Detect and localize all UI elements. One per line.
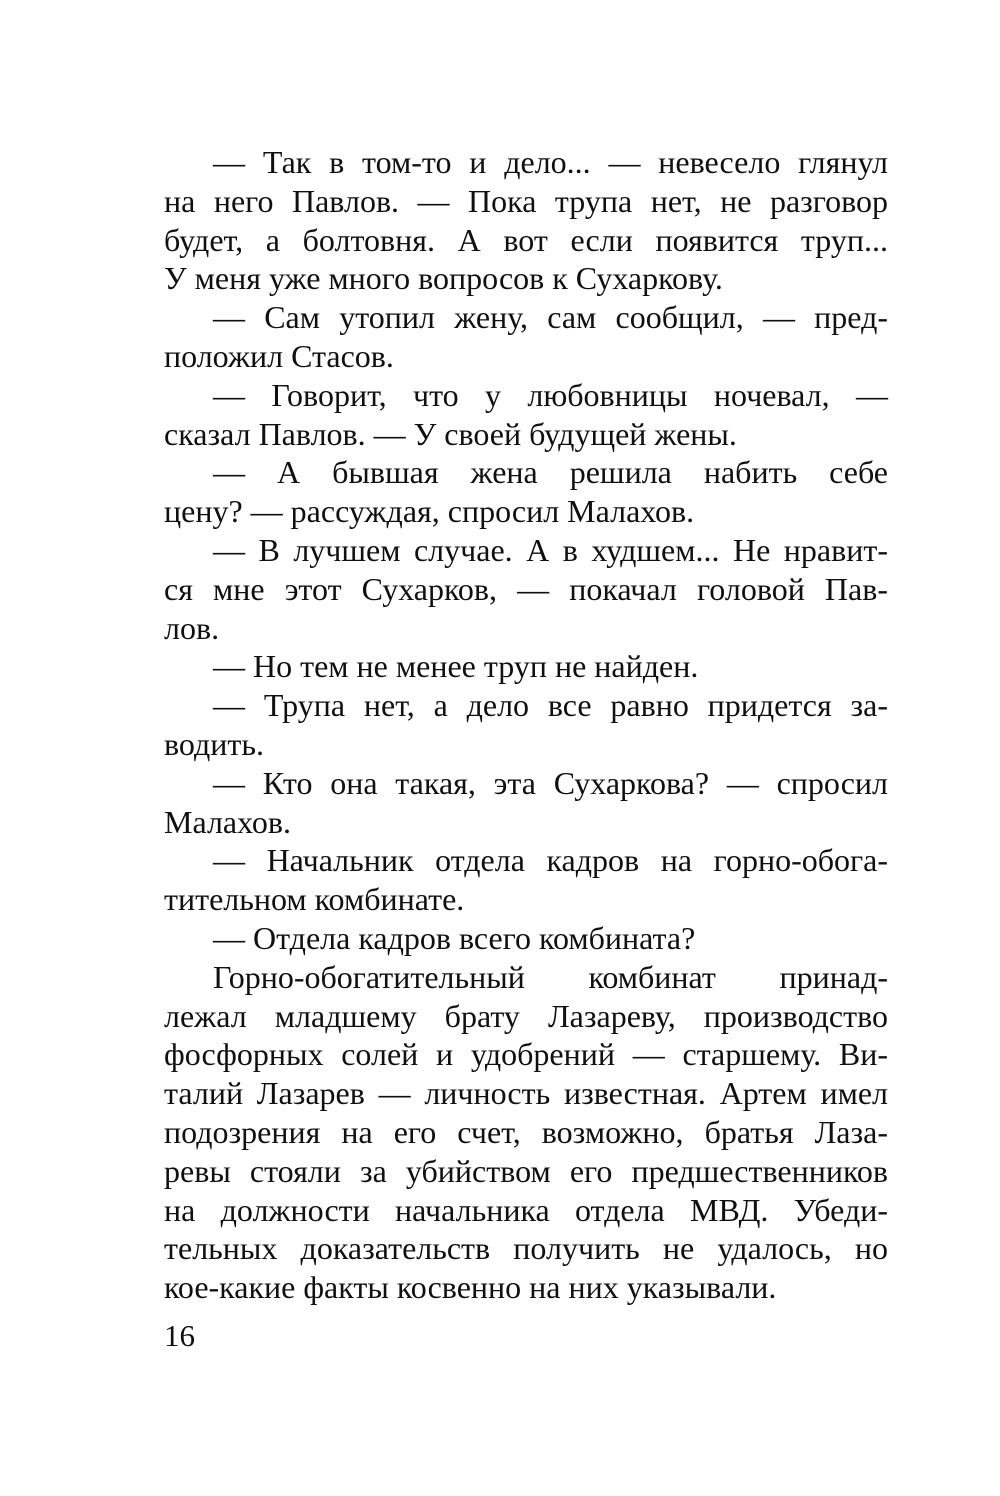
paragraph (164, 531, 888, 647)
paragraph (164, 841, 888, 919)
text-line: — Кто она такая, эта Сухаркова? — спросил (213, 764, 888, 801)
paragraph (164, 647, 888, 686)
text-line: — Сам утопил жену, сам сообщил, — пред- (213, 299, 888, 336)
text-line: кое-какие факты косвенно на них указывали. (164, 1269, 777, 1306)
text-line: тительном комбинате. (164, 881, 465, 918)
paragraph (164, 143, 888, 298)
page-number: 16 (164, 1318, 195, 1353)
text-line: лов. (164, 609, 220, 646)
text-line: Горно-обогатительный комбинат принад- (213, 958, 888, 995)
text-line: талий Лазарев — личность известная. Артем имел (164, 1075, 888, 1112)
paragraph (164, 764, 888, 842)
paragraph (164, 453, 888, 531)
text-line: — В лучшем случае. А в худшем... Не нравит- (213, 531, 888, 568)
text-line: — Говорит, что у любовницы ночевал, — (213, 376, 888, 413)
paragraph (164, 298, 888, 376)
text-line: — Начальник отдела кадров на горно-обога- (213, 842, 888, 879)
paragraph (164, 919, 888, 958)
paragraph (164, 686, 888, 764)
text-line: — Но тем не менее труп не найден. (213, 648, 699, 685)
text-line: Малахов. (164, 803, 291, 840)
text-line: — А бывшая жена решила набить себе (213, 454, 888, 491)
text-line: сказал Павлов. — У своей будущей жены. (164, 415, 737, 452)
text-line: тельных доказательств получить не удалось, но (164, 1230, 888, 1267)
text-line: ревы стояли за убийством его предшественников (164, 1152, 888, 1189)
paragraph (164, 376, 888, 454)
text-line: положил Стасов. (164, 337, 394, 374)
text-line: на должности начальника отдела МВД. Убеди- (164, 1191, 888, 1228)
paragraph (164, 958, 888, 1307)
text-line: фосфорных солей и удобрений — старшему. Ви- (164, 1036, 888, 1073)
text-line: лежал младшему брату Лазареву, производство (164, 997, 888, 1034)
text-line: — Отдела кадров всего комбината? (213, 919, 696, 956)
text-line: ся мне этот Сухарков, — покачал головой Пав- (164, 570, 888, 607)
text-line: цену? — рассуждая, спросил Малахов. (164, 493, 695, 530)
text-line: водить. (164, 725, 264, 762)
text-block (164, 143, 888, 1307)
text-line: — Так в том-то и дело... — невесело глянул (213, 144, 888, 180)
text-line: будет, а болтовня. А вот если появится труп... (164, 221, 888, 258)
text-line: подозрения на его счет, возможно, братья Лаза- (164, 1113, 888, 1150)
text-line: У меня уже много вопросов к Сухаркову. (164, 260, 723, 297)
text-line: — Трупа нет, а дело все равно придется за- (213, 687, 888, 724)
text-line: на него Павлов. — Пока трупа нет, не разговор (164, 182, 888, 219)
